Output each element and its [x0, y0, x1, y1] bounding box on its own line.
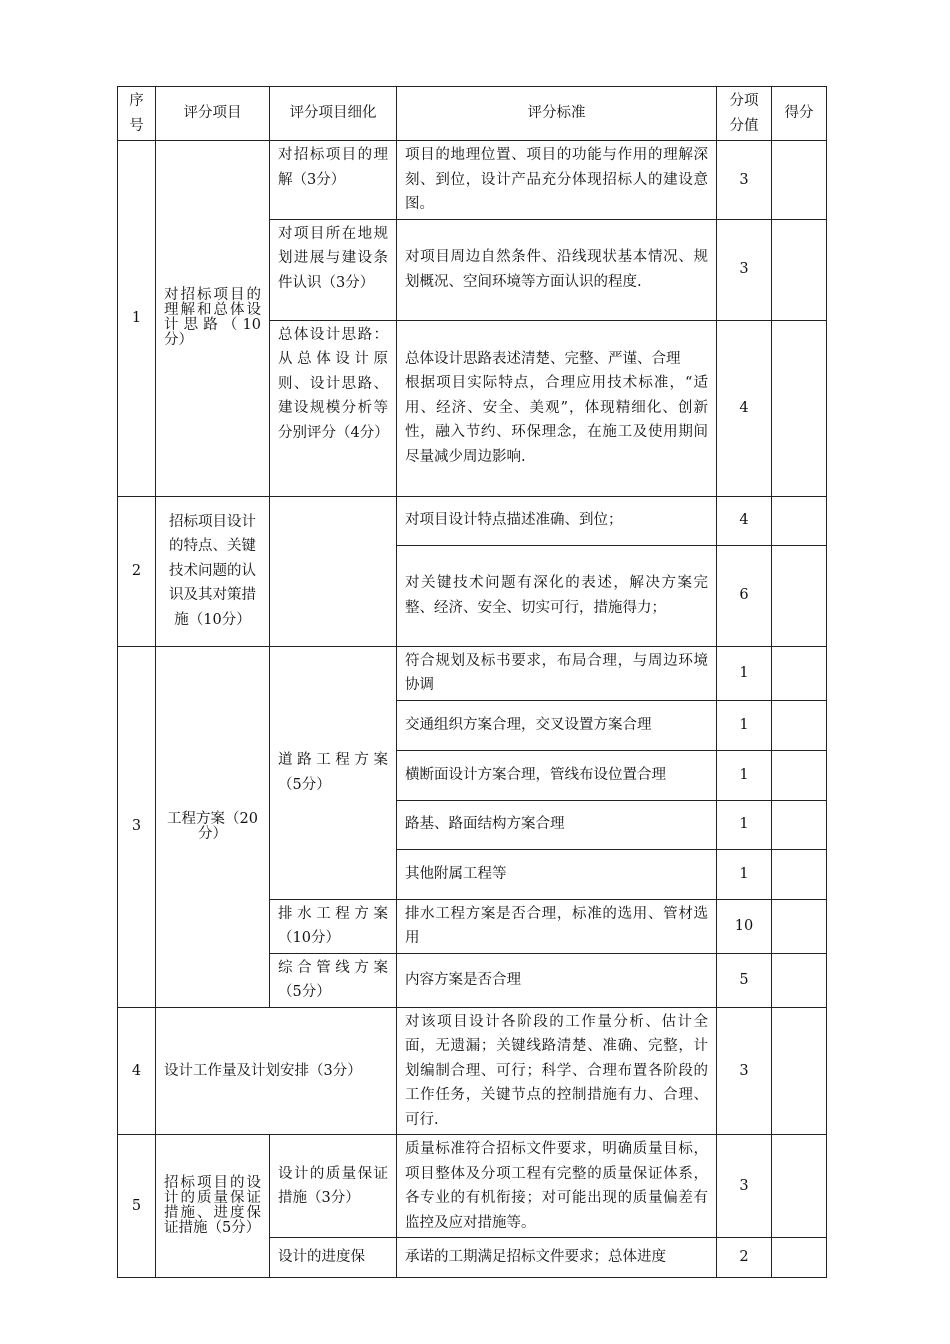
section-2-standard-1: 对项目设计特点描述准确、到位；	[397, 496, 717, 545]
section-3-standard-3: 横断面设计方案合理，管线布设位置合理	[397, 750, 717, 800]
section-5-standard-1: 质量标准符合招标文件要求，明确质量目标，项目整体及分项工程有完整的质量保证体系，各专业的有机衔接；对可能出现的质量偏差有监控及应对措施等。	[397, 1135, 717, 1238]
section-3-score-7[interactable]	[772, 953, 827, 1007]
section-2-score-1[interactable]	[772, 496, 827, 545]
section-3-standard-7: 内容方案是否合理	[397, 953, 717, 1007]
section-3-score-6[interactable]	[772, 899, 827, 953]
section-3-standard-6: 排水工程方案是否合理，标准的选用、管材选用	[397, 899, 717, 953]
section-3-item: 工程方案（20分）	[156, 646, 270, 1007]
section-3-value-3: 1	[717, 750, 772, 800]
header-seq: 序号	[118, 87, 156, 141]
section-2-seq: 2	[118, 496, 156, 646]
table-row	[118, 1007, 827, 1135]
section-3-value-7: 5	[717, 953, 772, 1007]
section-3-value-6: 10	[717, 899, 772, 953]
section-3-value-5: 1	[717, 849, 772, 899]
section-1-standard-1: 项目的地理位置、项目的功能与作用的理解深刻、到位，设计产品充分体现招标人的建设意图。	[397, 141, 717, 220]
header-detail: 评分项目细化	[270, 87, 397, 141]
section-3-seq: 3	[118, 646, 156, 1007]
section-5-standard-2: 承诺的工期满足招标文件要求；总体进度	[397, 1238, 717, 1278]
section-3-score-2[interactable]	[772, 700, 827, 750]
section-1-standard-3-line-2: 根据项目实际特点，合理应用技术标准，“适用、经济、安全、美观”，体现精细化、创新性，融入节约、环保理念，在施工及使用期间尽量减少周边影响.	[405, 375, 708, 465]
section-2-detail	[270, 496, 397, 646]
section-4-standard-1: 对该项目设计各阶段的工作量分析、估计全面，无遗漏；关键线路清楚、准确、完整，计划编制合理、可行；科学、合理布置各阶段的工作任务，关键节点的控制措施有力、合理、可行.	[397, 1007, 717, 1135]
section-3-score-4[interactable]	[772, 800, 827, 849]
section-1-standard-2: 对项目周边自然条件、沿线现状基本情况、规划概况、空间环境等方面认识的程度.	[397, 219, 717, 320]
table-header-row	[118, 87, 827, 141]
header-score: 得分	[772, 87, 827, 141]
section-3-detail-road: 道路工程方案（5分）	[270, 646, 397, 899]
section-1-item: 对招标项目的理解和总体设计思路（10分）	[156, 141, 270, 497]
section-1-value-3: 4	[717, 320, 772, 496]
section-3-value-1: 1	[717, 646, 772, 700]
table-row	[118, 141, 827, 220]
section-3-standard-4: 路基、路面结构方案合理	[397, 800, 717, 849]
table-row	[118, 496, 827, 545]
section-2-standard-2: 对关键技术问题有深化的表述，解决方案完整、经济、安全、切实可行，措施得力；	[397, 545, 717, 646]
section-3-value-2: 1	[717, 700, 772, 750]
section-5-value-1: 3	[717, 1135, 772, 1238]
section-1-detail-3: 总体设计思路：从总体设计原则、设计思路、建设规模分析等分别评分（4分）	[270, 320, 397, 496]
section-5-detail-1: 设计的质量保证措施（3分）	[270, 1135, 397, 1238]
section-4-seq: 4	[118, 1007, 156, 1135]
section-3-score-1[interactable]	[772, 646, 827, 700]
section-4-value-1: 3	[717, 1007, 772, 1135]
section-5-seq: 5	[118, 1135, 156, 1278]
section-1-standard-3-line-1: 总体设计思路表述清楚、完整、严谨、合理	[405, 350, 681, 367]
scoring-table	[117, 86, 827, 1278]
section-1-score-2[interactable]	[772, 219, 827, 320]
section-1-value-2: 3	[717, 219, 772, 320]
section-5-score-1[interactable]	[772, 1135, 827, 1238]
section-5-score-2[interactable]	[772, 1238, 827, 1278]
section-1-standard-3	[397, 320, 717, 496]
section-3-standard-5: 其他附属工程等	[397, 849, 717, 899]
table-row	[118, 1135, 827, 1238]
section-5-item: 招标项目的设计的质量保证措施、进度保证措施（5分）	[156, 1135, 270, 1278]
section-2-item: 招标项目设计的特点、关键技术问题的认识及其对策措施（10分）	[156, 496, 270, 646]
header-item: 评分项目	[156, 87, 270, 141]
section-1-detail-1: 对招标项目的理解（3分）	[270, 141, 397, 220]
section-2-score-2[interactable]	[772, 545, 827, 646]
section-4-item: 设计工作量及计划安排（3分）	[156, 1007, 397, 1135]
section-5-detail-2: 设计的进度保	[270, 1238, 397, 1278]
section-5-value-2: 2	[717, 1238, 772, 1278]
section-4-score-1[interactable]	[772, 1007, 827, 1135]
header-standard: 评分标准	[397, 87, 717, 141]
section-1-score-3[interactable]	[772, 320, 827, 496]
section-1-score-1[interactable]	[772, 141, 827, 220]
section-3-standard-2: 交通组织方案合理，交叉设置方案合理	[397, 700, 717, 750]
section-1-detail-2: 对项目所在地规划进展与建设条件认识（3分）	[270, 219, 397, 320]
header-value: 分项分值	[717, 87, 772, 141]
section-3-score-3[interactable]	[772, 750, 827, 800]
section-3-standard-1: 符合规划及标书要求，布局合理，与周边环境协调	[397, 646, 717, 700]
section-1-seq: 1	[118, 141, 156, 497]
section-3-value-4: 1	[717, 800, 772, 849]
section-2-value-2: 6	[717, 545, 772, 646]
section-3-detail-drainage: 排水工程方案（10分）	[270, 899, 397, 953]
table-row	[118, 646, 827, 700]
section-1-value-1: 3	[717, 141, 772, 220]
section-2-value-1: 4	[717, 496, 772, 545]
section-3-score-5[interactable]	[772, 849, 827, 899]
section-3-detail-pipeline: 综合管线方案（5分）	[270, 953, 397, 1007]
